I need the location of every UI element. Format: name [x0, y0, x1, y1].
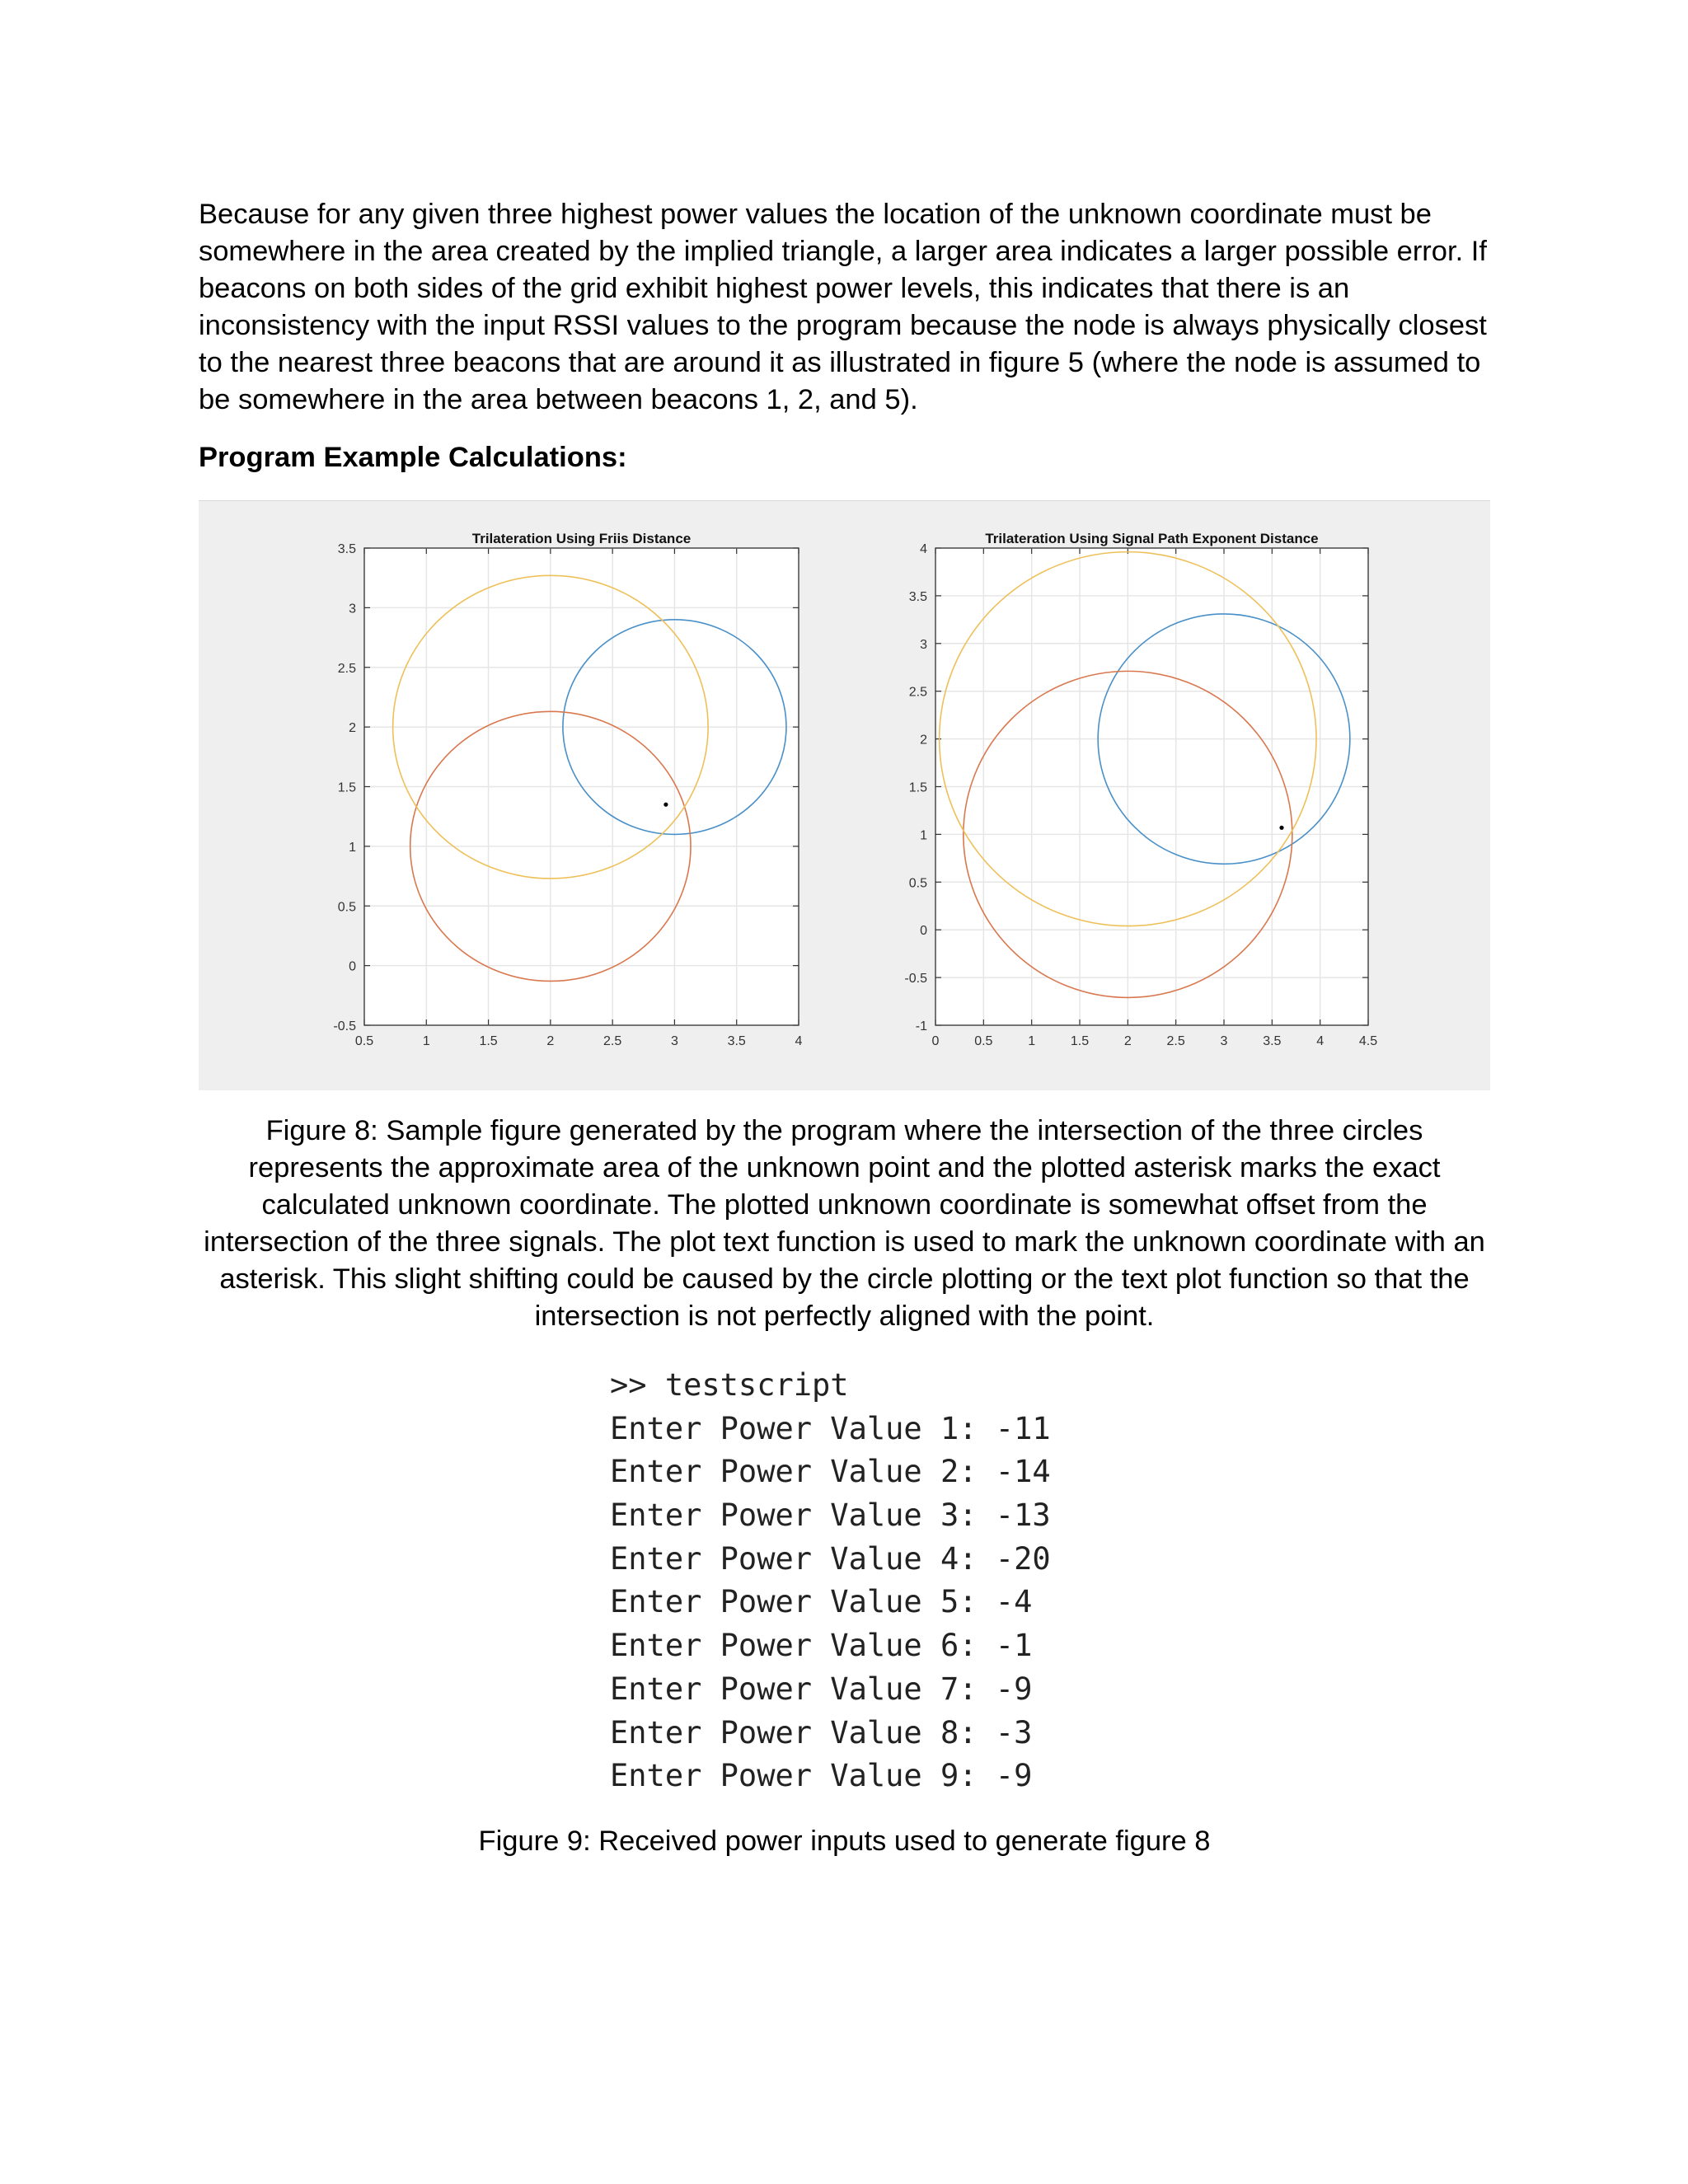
y-tick-label: 1	[349, 840, 356, 855]
figure-8-plots	[199, 501, 1490, 1090]
figure-8	[199, 500, 1490, 1090]
x-tick-label: 2.5	[1166, 1034, 1185, 1048]
y-tick-label: -0.5	[904, 972, 927, 987]
console-command: >> testscript	[610, 1367, 849, 1403]
x-tick-label: 4	[1316, 1034, 1325, 1048]
console-line: Enter Power Value 6: -1	[610, 1628, 1033, 1664]
unknown-point-marker	[663, 803, 668, 807]
y-tick-label: 3	[349, 602, 356, 616]
y-tick-label: 3.5	[908, 589, 927, 604]
x-tick-label: 1.5	[1070, 1034, 1090, 1048]
y-tick-label: 1	[920, 828, 927, 843]
y-tick-label: 3.5	[337, 542, 356, 556]
console-line: Enter Power Value 9: -9	[610, 1758, 1033, 1794]
y-tick-label: 2.5	[908, 685, 927, 700]
y-tick-label: 0	[349, 959, 356, 974]
x-tick-label: 3	[1220, 1034, 1228, 1048]
x-tick-label: 1	[422, 1034, 430, 1048]
figure-8-caption: Figure 8: Sample figure generated by the program where the intersection of the three circles represents the approximate area of the unknown point and the plotted asterisk marks the exact calculated unknown coordinate. The plotted unknown coordinate is somewhat offset from the intersection of the three signals. The plot text function is used to mark the unknown coordinate with an asterisk. This slight shifting could be caused by the circle plotting or the text plot function so that the intersection is not perfectly aligned with the point.	[204, 1115, 1485, 1332]
y-tick-label: -0.5	[333, 1019, 356, 1033]
figure-9-caption: Figure 9: Received power inputs used to generate figure 8	[478, 1825, 1211, 1857]
x-tick-label: 1	[1028, 1034, 1036, 1048]
y-tick-label: 1.5	[337, 780, 356, 795]
console-line: Enter Power Value 1: -11	[610, 1410, 1051, 1446]
body-paragraph: Because for any given three highest power values the location of the unknown coordinate must be somewhere in the area created by the implied triangle, a larger area indicates a larger possible error. If beacons on both sides of the grid exhibit highest power levels, this indicates that there is an inconsistency with the input RSSI values to the program because the node is always physically closest to the nearest three beacons that are around it as illustrated in figure 5 (where the node is assumed to be somewhere in the area between beacons 1, 2, and 5).	[199, 199, 1487, 415]
unknown-point-marker	[1279, 826, 1283, 830]
x-tick-label: 0	[931, 1034, 940, 1048]
x-tick-label: 2	[1123, 1034, 1132, 1048]
x-tick-label: 2	[546, 1034, 555, 1048]
section-heading: Program Example Calculations:	[199, 442, 627, 473]
y-tick-label: 0.5	[908, 876, 927, 891]
y-tick-label: 2	[349, 721, 356, 736]
x-tick-label: 0.5	[974, 1034, 993, 1048]
y-tick-label: 4	[920, 542, 927, 556]
x-tick-label: 2.5	[603, 1034, 622, 1048]
console-line: Enter Power Value 3: -13	[610, 1497, 1051, 1534]
y-tick-label: 0	[920, 924, 927, 939]
x-tick-label: 4	[795, 1034, 803, 1048]
x-tick-label: 3	[670, 1034, 678, 1048]
x-tick-label: 3.5	[1263, 1034, 1282, 1048]
console-line: Enter Power Value 7: -9	[610, 1671, 1033, 1707]
y-tick-label: -1	[915, 1019, 927, 1033]
x-tick-label: 3.5	[727, 1034, 746, 1048]
y-tick-label: 0.5	[337, 900, 356, 915]
console-line: Enter Power Value 2: -14	[610, 1454, 1051, 1490]
y-tick-label: 2.5	[337, 661, 356, 676]
chart-title: Trilateration Using Signal Path Exponent Distance	[985, 531, 1319, 546]
console-line: Enter Power Value 5: -4	[610, 1584, 1033, 1620]
console-line: Enter Power Value 4: -20	[610, 1540, 1051, 1577]
y-tick-label: 3	[920, 637, 927, 652]
y-tick-label: 2	[920, 733, 927, 748]
y-tick-label: 1.5	[908, 780, 927, 795]
chart-title: Trilateration Using Friis Distance	[471, 531, 692, 546]
x-tick-label: 4.5	[1358, 1034, 1378, 1048]
x-tick-label: 0.5	[354, 1034, 374, 1048]
console-line: Enter Power Value 8: -3	[610, 1714, 1033, 1750]
x-tick-label: 1.5	[479, 1034, 498, 1048]
console-output	[610, 1364, 1104, 1805]
